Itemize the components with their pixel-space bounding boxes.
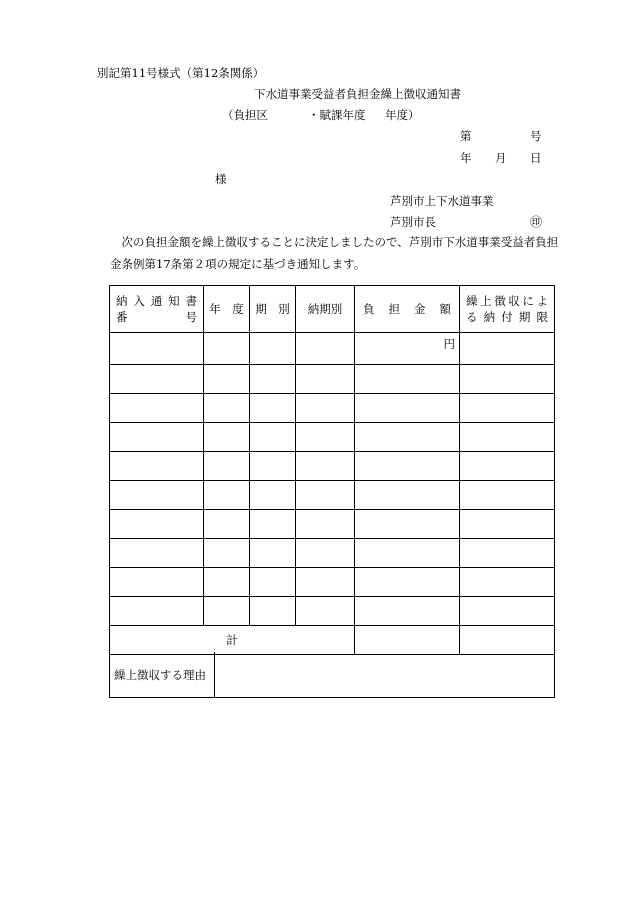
cell-period[interactable]: [250, 597, 296, 626]
cell-amount[interactable]: [355, 481, 460, 510]
date-month: 月: [495, 151, 507, 165]
addressee-suffix: 様: [215, 172, 227, 186]
subtitle-open: （負担区: [222, 108, 268, 122]
cell-period[interactable]: [250, 452, 296, 481]
table-row: [110, 394, 555, 423]
reason-table: [109, 652, 555, 698]
cell-notice-number[interactable]: [110, 394, 204, 423]
seal-mark: ㊞: [530, 215, 543, 229]
cell-period[interactable]: [250, 510, 296, 539]
notice-table: [109, 285, 555, 655]
date-year: 年: [460, 151, 472, 165]
table-row: [110, 423, 555, 452]
cell-notice-number[interactable]: [110, 597, 204, 626]
header-payment-period: 納期別: [296, 286, 355, 333]
table-row: [110, 481, 555, 510]
cell-deadline[interactable]: [460, 394, 555, 423]
cell-payment-period[interactable]: [296, 510, 355, 539]
number-dai: 第: [460, 129, 472, 143]
cell-year[interactable]: [204, 365, 250, 394]
cell-year[interactable]: [204, 510, 250, 539]
cell-period[interactable]: [250, 423, 296, 452]
table-row: [110, 568, 555, 597]
table-row: [110, 510, 555, 539]
cell-payment-period[interactable]: [296, 539, 355, 568]
yen-unit: 円: [443, 337, 455, 351]
date-day: 日: [530, 151, 542, 165]
cell-payment-period[interactable]: [296, 481, 355, 510]
total-amount-cell[interactable]: [355, 626, 460, 655]
cell-notice-number[interactable]: [110, 452, 204, 481]
cell-deadline[interactable]: [460, 423, 555, 452]
cell-amount[interactable]: [355, 423, 460, 452]
cell-deadline[interactable]: [460, 510, 555, 539]
cell-deadline[interactable]: [460, 452, 555, 481]
total-label: 計: [110, 626, 355, 655]
total-row: [110, 626, 555, 655]
cell-payment-period[interactable]: [296, 423, 355, 452]
cell-period[interactable]: [250, 394, 296, 423]
cell-payment-period[interactable]: [296, 568, 355, 597]
cell-year[interactable]: [204, 539, 250, 568]
cell-payment-period[interactable]: [296, 597, 355, 626]
cell-payment-period[interactable]: [296, 333, 355, 365]
cell-amount[interactable]: [355, 365, 460, 394]
cell-year[interactable]: [204, 394, 250, 423]
cell-notice-number[interactable]: [110, 333, 204, 365]
table-row: [110, 365, 555, 394]
cell-payment-period[interactable]: [296, 452, 355, 481]
header-deadline: 繰上徴収によ る納付期限: [460, 286, 555, 333]
cell-notice-number[interactable]: [110, 423, 204, 452]
form-label: 別記第11号様式（第12条関係）: [97, 66, 265, 80]
cell-deadline[interactable]: [460, 481, 555, 510]
reason-row: [110, 652, 555, 698]
body-text: 次の負担金額を繰上徴収することに決定しましたので、芦別市下水道事業受益者負担金条例第17条第２項の規定に基づき通知します。: [110, 235, 559, 271]
cell-deadline[interactable]: [460, 333, 555, 365]
cell-year[interactable]: [204, 481, 250, 510]
cell-amount[interactable]: [355, 510, 460, 539]
cell-year[interactable]: [204, 568, 250, 597]
header-notice-number: 納入通知書 番 号: [110, 286, 204, 333]
cell-period[interactable]: [250, 539, 296, 568]
cell-deadline[interactable]: [460, 539, 555, 568]
cell-year[interactable]: [204, 333, 250, 365]
subtitle-close: 年度）: [385, 108, 420, 122]
cell-year[interactable]: [204, 423, 250, 452]
cell-notice-number[interactable]: [110, 510, 204, 539]
cell-amount[interactable]: [355, 597, 460, 626]
table-row: [110, 333, 555, 365]
cell-year[interactable]: [204, 597, 250, 626]
cell-year[interactable]: [204, 452, 250, 481]
cell-amount[interactable]: [355, 452, 460, 481]
cell-deadline[interactable]: [460, 365, 555, 394]
cell-notice-number[interactable]: [110, 539, 204, 568]
header-amount: 負担金額: [355, 286, 460, 333]
sender-org: 芦別市上下水道事業: [390, 194, 494, 208]
number-go: 号: [530, 129, 542, 143]
cell-amount[interactable]: [355, 394, 460, 423]
subtitle-mid: ・賦課年度: [308, 108, 366, 122]
table-row: [110, 452, 555, 481]
cell-notice-number[interactable]: [110, 365, 204, 394]
header-year: 年 度: [204, 286, 250, 333]
document-title: 下水道事業受益者負担金繰上徴収通知書: [254, 87, 461, 101]
cell-amount[interactable]: [355, 333, 460, 365]
cell-period[interactable]: [250, 365, 296, 394]
cell-payment-period[interactable]: [296, 365, 355, 394]
cell-payment-period[interactable]: [296, 394, 355, 423]
header-period: 期 別: [250, 286, 296, 333]
table-header-row: [110, 286, 555, 333]
total-blank-cell: [460, 626, 555, 655]
cell-notice-number[interactable]: [110, 568, 204, 597]
cell-period[interactable]: [250, 333, 296, 365]
table-row: [110, 539, 555, 568]
cell-amount[interactable]: [355, 568, 460, 597]
table-row: [110, 597, 555, 626]
reason-label: 繰上徴収する理由: [110, 652, 215, 698]
cell-period[interactable]: [250, 481, 296, 510]
cell-deadline[interactable]: [460, 597, 555, 626]
cell-deadline[interactable]: [460, 568, 555, 597]
cell-period[interactable]: [250, 568, 296, 597]
sender-title: 芦別市長: [390, 215, 436, 229]
reason-field[interactable]: [215, 652, 555, 698]
cell-amount[interactable]: [355, 539, 460, 568]
cell-notice-number[interactable]: [110, 481, 204, 510]
